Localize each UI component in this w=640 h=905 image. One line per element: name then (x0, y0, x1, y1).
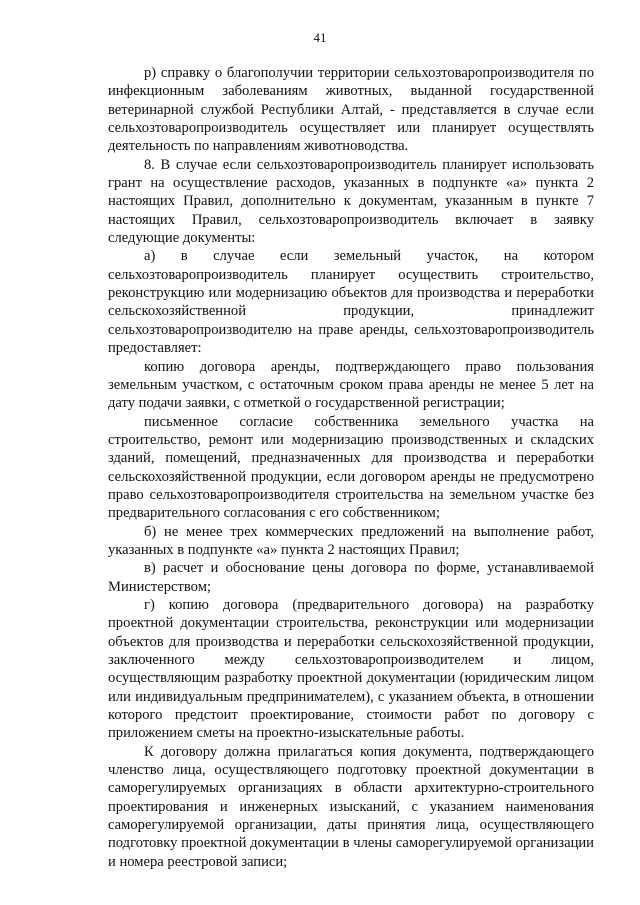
paragraph-g-design-contract: г) копию договора (предварительного договора) на разработку проектной документации строительства, реконструкции или модернизации объектов для производства и переработки сельскохозяйственной продукции, заключенного между сельхозтоваропроизводителем и лицом, осуществляющим разработку проектной документации (юридическим лицом или индивидуальным предпринимателем), с указанием объекта, в отношении которого предстоит проектирование, стоимости работ по договору с приложением сметы на проектно-изыскательные работы. (108, 596, 594, 742)
document-body (108, 64, 594, 871)
page-number: 41 (313, 30, 327, 45)
paragraph-8-grant-documents: 8. В случае если сельхозтоваропроизводитель планирует использовать грант на осуществление расходов, указанных в подпункте «а» пункта 2 настоящих Правил, дополнительно к документам, указанным в пункте 7 настоящих Правил, сельхозтоваропроизводитель включает в заявку следующие документы: (108, 156, 594, 247)
paragraph-a-land-lease: а) в случае если земельный участок, на котором сельхозтоваропроизводитель планирует осуществить строительство, реконструкцию или модернизацию объектов для производства и переработки сельскохозяйственной продукции, принадлежит сельхозтоваропроизводителю на праве аренды, сельхозтоваропроизводитель предоставляет: (108, 248, 594, 357)
paragraph-sro-membership: К договору должна прилагаться копия документа, подтверждающего членство лица, осуществляющего подготовку проектной документации в саморегулируемых организациях в области архитектурно-строительного проектирования и инженерных изысканий, с указанием наименования саморегулируемой организации, даты принятия лица, осуществляющего подготовку проектной документации в члены саморегулируемой организации и номера реестровой записи; (108, 743, 594, 870)
paragraph-r-certificate: р) справку о благополучии территории сельхозтоваропроизводителя по инфекционным заболеваниям животных, выданной государственной ветеринарной службой Республики Алтай, - представляется в случае если сельхозтоваропроизводитель осуществляет или планирует осуществлять деятельность по направлениям животноводства. (108, 65, 594, 155)
paragraph-b-commercial-offers: б) не менее трех коммерческих предложений на выполнение работ, указанных в подпункте «а» пункта 2 настоящих Правил; (108, 523, 594, 558)
paragraph-lease-copy: копию договора аренды, подтверждающего право пользования земельным участком, с остаточным сроком права аренды не менее 5 лет на дату подачи заявки, с отметкой о государственной регистрации; (108, 358, 594, 412)
paragraph-owner-consent: письменное согласие собственника земельного участка на строительство, ремонт или модернизацию производственных и складских зданий, помещений, предназначенных для производства и переработки сельскохозяйственной продукции, если договором аренды не предусмотрено право сельхозтоваропроизводителя строительства на земельном участке без предварительного согласования с его собственником; (108, 413, 594, 522)
paragraph-v-price-calculation: в) расчет и обоснование цены договора по форме, устанавливаемой Министерством; (108, 560, 594, 595)
